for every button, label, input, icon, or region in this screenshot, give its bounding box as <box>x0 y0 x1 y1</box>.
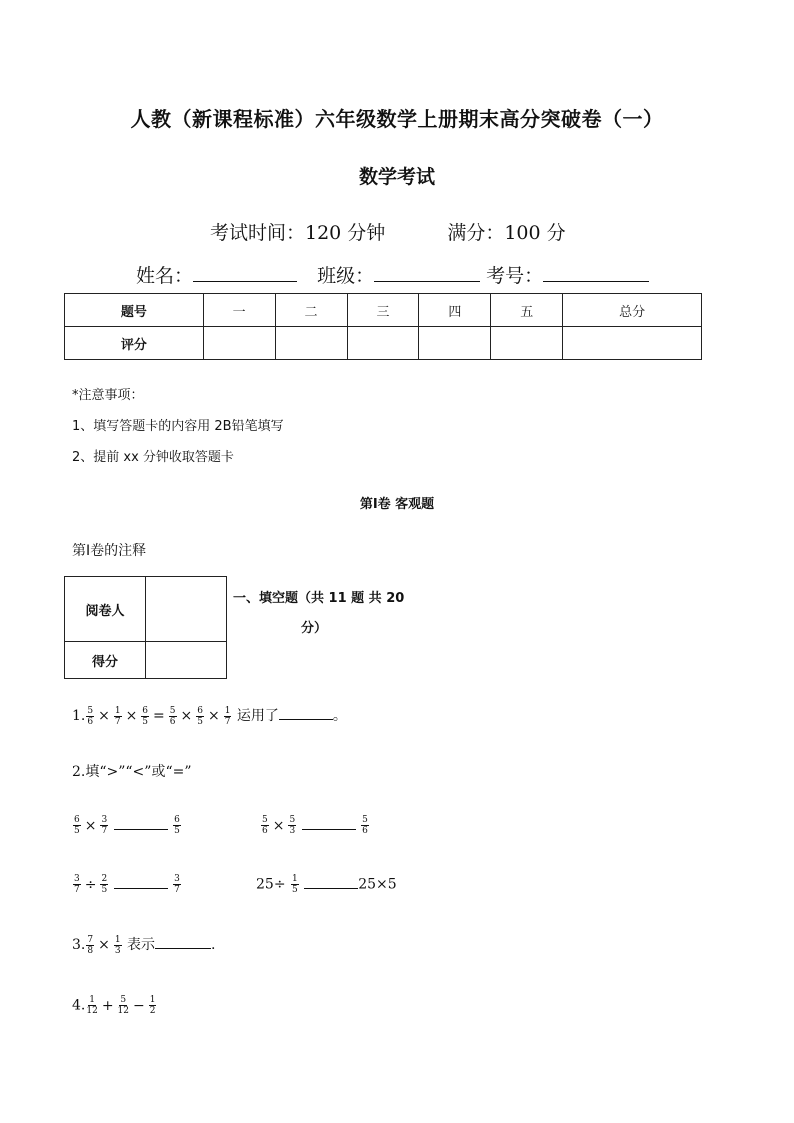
score-cell[interactable] <box>275 327 347 360</box>
grader-table <box>64 576 227 679</box>
compare-item <box>72 874 182 895</box>
fraction: $\frac{1}{5}$ <box>292 874 298 895</box>
times-symbol: × <box>207 708 220 724</box>
section-note: 第Ⅰ卷的注释 <box>72 543 147 559</box>
question-text: 表示 <box>127 937 156 953</box>
fraction: $\frac{1}{2}$ <box>149 995 156 1016</box>
score-header-cell: 题号 <box>65 294 204 327</box>
score-header-cell: 总分 <box>563 294 702 327</box>
score-header-cell: 三 <box>347 294 419 327</box>
exam-time: 考试时间：120 分钟 <box>210 222 386 244</box>
question-end: 。 <box>332 708 347 724</box>
fraction: $\frac{6}{5}$ <box>74 815 80 836</box>
full-score: 满分：100 分 <box>447 222 566 244</box>
answer-blank[interactable] <box>302 817 356 830</box>
times-symbol: × <box>84 817 97 834</box>
question-group-title-line: 一、填空题（共 11 题 共 20 <box>233 591 405 606</box>
name-field[interactable] <box>193 265 297 282</box>
fraction: $\frac{5}{6}$ <box>169 705 176 727</box>
question-number: 3. <box>72 937 86 953</box>
score-cell[interactable] <box>203 327 275 360</box>
notes-item: 2、提前 xx 分钟收取答题卡 <box>72 450 234 465</box>
score-label: 得分 <box>65 642 146 679</box>
fraction: $\frac{6}{5}$ <box>197 705 203 727</box>
fraction: $\frac{2}{5}$ <box>101 874 108 895</box>
answer-blank[interactable] <box>304 876 358 889</box>
page-title: 人教（新课程标准）六年级数学上册期末高分突破卷（一） <box>130 107 664 131</box>
answer-blank[interactable] <box>114 817 168 830</box>
score-table-header-row <box>65 294 702 327</box>
expression-text: 25÷ <box>256 876 286 893</box>
times-symbol: × <box>98 708 110 724</box>
score-header-cell: 四 <box>419 294 491 327</box>
expression-text: 25×5 <box>358 876 397 893</box>
fraction: $\frac{6}{5}$ <box>174 815 180 836</box>
answer-blank[interactable] <box>114 876 168 889</box>
page-subtitle: 数学考试 <box>358 166 435 188</box>
notes-item: 1、填写答题卡的内容用 2B铅笔填写 <box>72 419 284 434</box>
student-info-line <box>136 261 649 288</box>
class-field[interactable] <box>374 265 480 282</box>
fraction: $\frac{5}{12}$ <box>117 995 129 1016</box>
times-symbol: × <box>98 937 110 953</box>
fraction: $\frac{1}{7}$ <box>224 705 231 727</box>
number-field[interactable] <box>543 265 649 282</box>
answer-blank[interactable] <box>279 707 333 720</box>
times-symbol: × <box>180 708 193 724</box>
score-header-cell: 二 <box>275 294 347 327</box>
compare-item <box>72 815 182 836</box>
question-4 <box>72 995 157 1016</box>
notes-heading: *注意事项： <box>72 388 144 403</box>
question-group-title-line: 分） <box>301 621 328 636</box>
answer-blank[interactable] <box>155 936 211 949</box>
question-2: 2.填“>”“<”或“=” <box>72 764 192 780</box>
fraction: $\frac{5}{3}$ <box>289 815 296 836</box>
fraction: $\frac{1}{3}$ <box>114 934 121 956</box>
score-table <box>64 293 702 360</box>
compare-item <box>260 815 370 836</box>
section-title: 第Ⅰ卷 客观题 <box>359 497 435 512</box>
name-label: 姓名： <box>136 265 194 287</box>
score-header-cell: 五 <box>491 294 563 327</box>
fraction: $\frac{5}{6}$ <box>362 815 368 836</box>
score-row-label: 评分 <box>65 327 204 360</box>
times-symbol: × <box>272 817 285 834</box>
score-cell[interactable] <box>491 327 563 360</box>
question-group-title <box>233 584 413 644</box>
fraction: $\frac{7}{8}$ <box>87 934 94 956</box>
question-end: . <box>211 937 216 953</box>
minus-symbol: − <box>133 997 145 1014</box>
score-cell[interactable] <box>146 642 227 679</box>
fraction: $\frac{5}{6}$ <box>262 815 268 836</box>
plus-symbol: + <box>101 997 114 1014</box>
reviewer-label: 阅卷人 <box>65 577 146 642</box>
divide-symbol: ÷ <box>84 876 97 893</box>
question-1 <box>72 705 347 727</box>
question-number: 4. <box>72 997 86 1014</box>
compare-item <box>256 874 397 895</box>
question-text: 运用了 <box>236 708 279 724</box>
times-symbol: × <box>125 708 138 724</box>
fraction: $\frac{3}{7}$ <box>74 874 80 895</box>
fraction: $\frac{1}{12}$ <box>86 995 98 1016</box>
exam-info-line <box>210 218 566 245</box>
fraction: $\frac{5}{6}$ <box>87 705 94 727</box>
score-header-cell: 一 <box>203 294 275 327</box>
equals-symbol: = <box>153 708 165 724</box>
fraction: $\frac{1}{7}$ <box>114 705 121 727</box>
reviewer-cell[interactable] <box>146 577 227 642</box>
question-number: 1. <box>72 708 86 724</box>
score-cell[interactable] <box>419 327 491 360</box>
score-cell[interactable] <box>347 327 419 360</box>
number-label: 考号： <box>486 265 544 287</box>
fraction: $\frac{3}{7}$ <box>174 874 180 895</box>
score-cell[interactable] <box>563 327 702 360</box>
question-3 <box>72 934 215 956</box>
fraction: $\frac{6}{5}$ <box>142 705 149 727</box>
fraction: $\frac{3}{7}$ <box>101 815 108 836</box>
class-label: 班级： <box>317 265 375 287</box>
score-table-row <box>65 327 702 360</box>
